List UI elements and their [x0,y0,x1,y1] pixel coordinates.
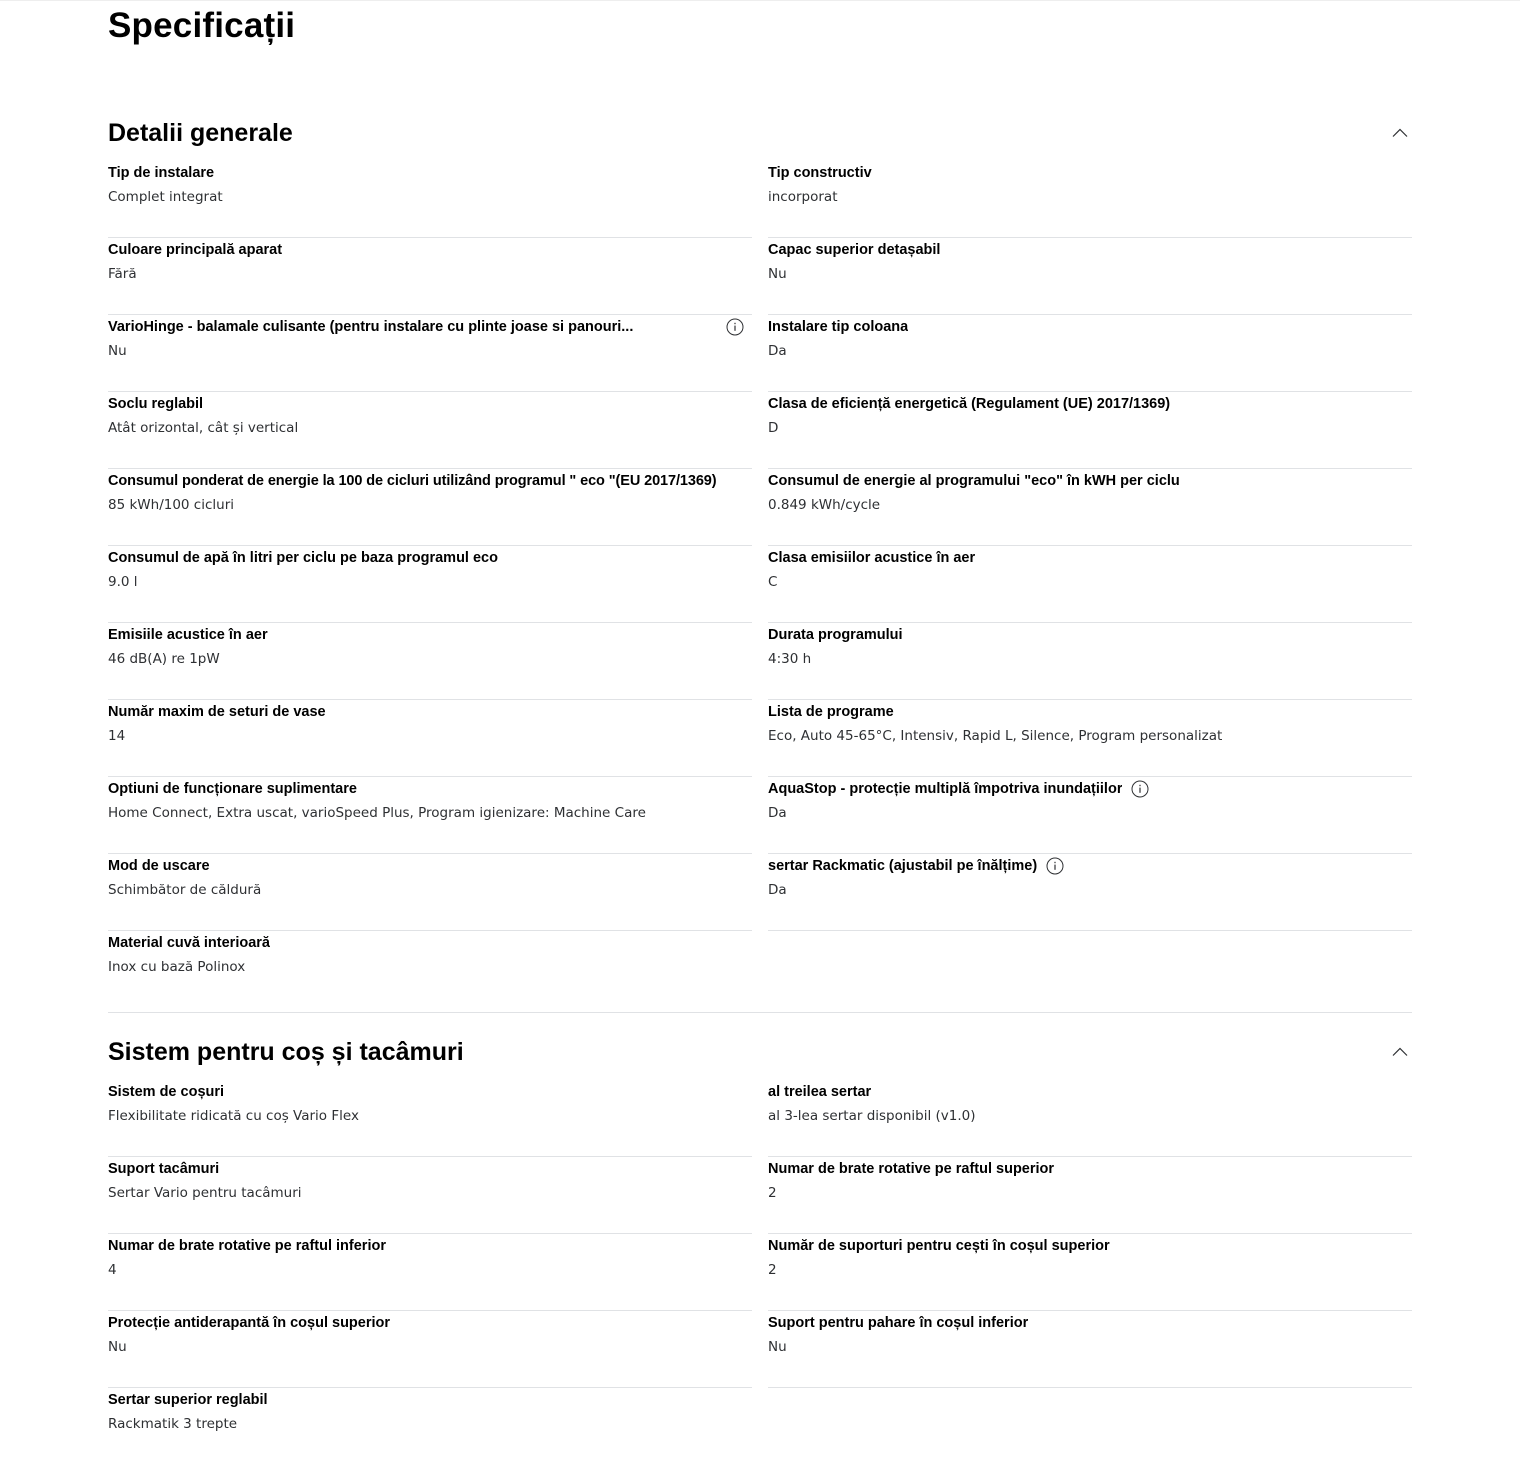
spec-grid [108,161,1412,1008]
spec-item [768,1157,1412,1234]
spec-item [108,315,752,392]
spec-value: 0.849 kWh/cycle [768,497,881,513]
spec-item [768,777,1412,854]
page-title: Specificații [108,6,296,45]
spec-value: C [768,574,778,590]
spec-item [108,392,752,469]
spec-item [108,700,752,777]
spec-label: Material cuvă interioară [108,935,270,951]
spec-value: Nu [108,343,127,359]
spec-value: incorporat [768,189,838,205]
spec-label: Sistem de coșuri [108,1084,225,1100]
spec-item [108,1311,752,1388]
info-icon[interactable] [1131,780,1149,798]
spec-label: Protecție antiderapantă în coșul superior [108,1315,391,1331]
spec-item [108,854,752,931]
spec-value: Eco, Auto 45-65°C, Intensiv, Rapid L, Silence, Program personalizat [768,728,1223,744]
spec-item [768,392,1412,469]
spec-label: Clasa de eficiență energetică (Regulament (UE) 2017/1369) [768,396,1171,412]
info-icon[interactable] [726,318,744,336]
section-divider [108,1012,1412,1013]
spec-grid [108,1080,1412,1465]
spec-label: Lista de programe [768,704,894,720]
spec-item-empty [768,931,1412,1008]
spec-value: Nu [768,1339,787,1355]
spec-item [108,1157,752,1234]
spec-value: 2 [768,1185,777,1201]
spec-item [768,1311,1412,1388]
chevron-up-icon[interactable] [1392,125,1408,141]
spec-label: Număr maxim de seturi de vase [108,704,326,720]
info-icon[interactable] [1046,857,1064,875]
spec-value: 2 [768,1262,777,1278]
spec-value: Home Connect, Extra uscat, varioSpeed Plus, Program igienizare: Machine Care [108,805,646,821]
section-basket-cutlery [108,1030,1412,1465]
spec-label: Consumul ponderat de energie la 100 de cicluri utilizând programul " eco "(EU 2017/1369) [108,473,717,489]
spec-item [768,161,1412,238]
section-general-details [108,111,1412,1008]
spec-value: Da [768,882,787,898]
spec-value: Complet integrat [108,189,223,205]
spec-item [768,1080,1412,1157]
section-title: Sistem pentru coș și tacâmuri [108,1038,464,1066]
spec-item [768,546,1412,623]
spec-label: Suport tacâmuri [108,1161,220,1177]
spec-label: Culoare principală aparat [108,242,283,258]
top-divider [0,0,1520,1]
spec-value: Nu [108,1339,127,1355]
spec-item [108,1080,752,1157]
spec-label: Numar de brate rotative pe raftul inferior [108,1238,386,1254]
spec-value: Da [768,805,787,821]
spec-label: AquaStop - protecție multiplă împotriva inundațiilor [768,777,1149,801]
section-header[interactable] [108,111,1412,155]
spec-label: Numar de brate rotative pe raftul superior [768,1161,1055,1177]
section-title: Detalii generale [108,119,293,147]
spec-label: Capac superior detașabil [768,242,941,258]
spec-item [768,238,1412,315]
section-header[interactable] [108,1030,1412,1074]
spec-item [108,238,752,315]
spec-value: Fără [108,266,137,282]
spec-item [108,931,752,1008]
spec-value: 4:30 h [768,651,812,667]
spec-item [768,469,1412,546]
spec-value: Sertar Vario pentru tacâmuri [108,1185,302,1201]
spec-label: Durata programului [768,627,903,643]
spec-value: Rackmatik 3 trepte [108,1416,238,1432]
spec-value: Da [768,343,787,359]
spec-value: al 3-lea sertar disponibil (v1.0) [768,1108,976,1124]
spec-item [768,1234,1412,1311]
spec-item [108,777,752,854]
spec-value: 14 [108,728,126,744]
spec-value: Nu [768,266,787,282]
spec-label: al treilea sertar [768,1084,872,1100]
spec-label: Emisiile acustice în aer [108,627,268,643]
spec-label: Soclu reglabil [108,396,204,412]
spec-value: Schimbător de căldură [108,882,262,898]
spec-value: 4 [108,1262,117,1278]
spec-item [108,623,752,700]
spec-label: Număr de suporturi pentru cești în coșul superior [768,1238,1110,1254]
spec-item [768,315,1412,392]
spec-label: Mod de uscare [108,858,210,874]
spec-item-empty [768,1388,1412,1465]
spec-item [108,546,752,623]
spec-item [768,854,1412,931]
spec-label: Tip constructiv [768,165,872,181]
spec-item [768,700,1412,777]
spec-label: Suport pentru pahare în coșul inferior [768,1315,1029,1331]
spec-label: sertar Rackmatic (ajustabil pe înălțime) [768,854,1064,878]
spec-value: D [768,420,779,436]
spec-value: Flexibilitate ridicată cu coș Vario Flex [108,1108,359,1124]
chevron-up-icon[interactable] [1392,1044,1408,1060]
spec-label: Tip de instalare [108,165,215,181]
spec-label: Optiuni de funcționare suplimentare [108,781,357,797]
spec-label: Sertar superior reglabil [108,1392,268,1408]
spec-item [108,1388,752,1465]
spec-label: VarioHinge - balamale culisante (pentru instalare cu plinte joase si panouri... [108,319,634,335]
spec-label: Clasa emisiilor acustice în aer [768,550,976,566]
spec-item [108,1234,752,1311]
spec-value: Inox cu bază Polinox [108,959,246,975]
spec-value: Atât orizontal, cât și vertical [108,420,299,436]
spec-value: 85 kWh/100 cicluri [108,497,235,513]
spec-label: Instalare tip coloana [768,319,909,335]
spec-item [768,623,1412,700]
spec-value: 9.0 l [108,574,138,590]
spec-label: Consumul de energie al programului "eco" în kWH per ciclu [768,473,1180,489]
spec-item [108,161,752,238]
spec-item [108,469,752,546]
spec-value: 46 dB(A) re 1pW [108,651,220,667]
spec-label: Consumul de apă în litri per ciclu pe baza programul eco [108,550,498,566]
